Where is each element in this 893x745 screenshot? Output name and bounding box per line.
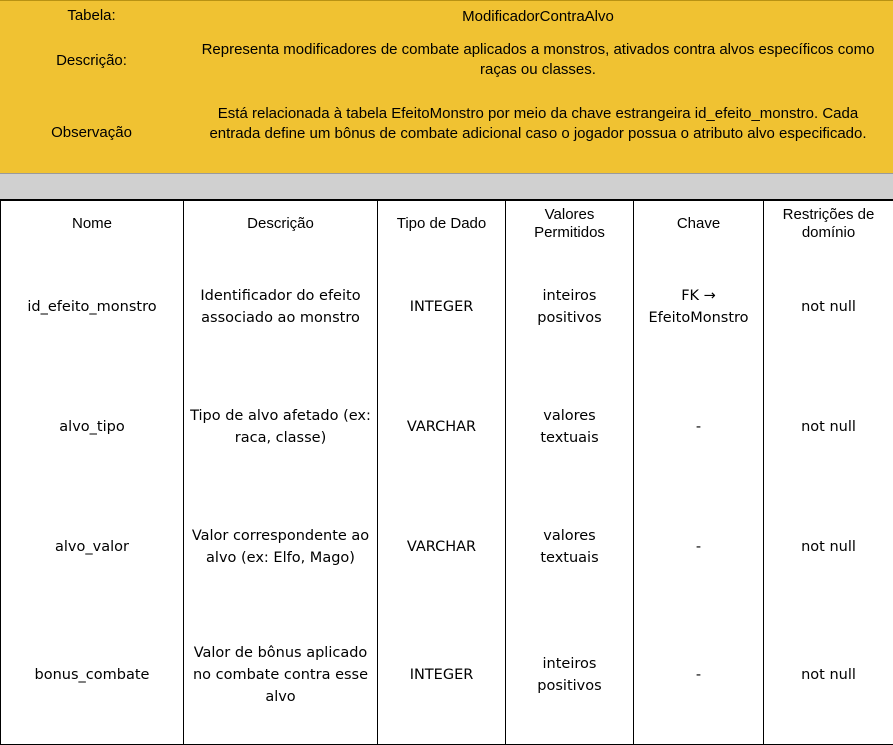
table-row (1, 246, 893, 367)
cell-chave: FK → EfeitoMonstro (634, 246, 764, 367)
cell-valores: inteiros positivos (506, 246, 634, 367)
table-header-row (1, 201, 893, 246)
cell-valores: valores textuais (506, 367, 634, 486)
descricao-value: Representa modificadores de combate aplicados a monstros, ativados contra alvos específicos como raças ou classes. (201, 41, 875, 78)
cell-tipo: INTEGER (378, 246, 506, 367)
descricao-row (0, 39, 893, 83)
cell-nome: alvo_tipo (1, 367, 184, 486)
column-header-chave: Chave (634, 201, 764, 246)
cell-descricao: Tipo de alvo afetado (ex: raca, classe) (184, 367, 378, 486)
cell-descricao: Valor correspondente ao alvo (ex: Elfo, Mago) (184, 486, 378, 607)
cell-descricao: Identificador do efeito associado ao monstro (184, 246, 378, 367)
separator-bar (0, 173, 893, 201)
cell-valores: inteiros positivos (506, 607, 634, 744)
cell-nome: alvo_valor (1, 486, 184, 607)
column-header-nome: Nome (1, 201, 184, 246)
cell-chave: - (634, 367, 764, 486)
cell-chave: - (634, 607, 764, 744)
column-header-valores-permitidos: Valores Permitidos (506, 201, 634, 246)
columns-table (0, 201, 893, 745)
tabela-label: Tabela: (67, 7, 116, 24)
observacao-row (0, 104, 893, 166)
cell-tipo: VARCHAR (378, 486, 506, 607)
tabela-row (0, 5, 893, 27)
cell-nome: bonus_combate (1, 607, 184, 744)
cell-valores: valores textuais (506, 486, 634, 607)
cell-restricoes: not null (764, 246, 893, 367)
table-row (1, 367, 893, 486)
tabela-value: ModificadorContraAlvo (462, 8, 614, 25)
column-header-tipo-de-dado: Tipo de Dado (378, 201, 506, 246)
cell-restricoes: not null (764, 486, 893, 607)
cell-nome: id_efeito_monstro (1, 246, 184, 367)
observacao-label: Observação (51, 124, 132, 141)
cell-restricoes: not null (764, 607, 893, 744)
table-metadata-header (0, 0, 893, 173)
cell-tipo: INTEGER (378, 607, 506, 744)
cell-restricoes: not null (764, 367, 893, 486)
observacao-value: Está relacionada à tabela EfeitoMonstro por meio da chave estrangeira id_efeito_monstro. Cada entrada define um bônus de combate adicional caso o jogador possua o atributo alvo especificado. (209, 105, 867, 142)
table-row (1, 607, 893, 744)
cell-chave: - (634, 486, 764, 607)
table-row (1, 486, 893, 607)
column-header-restricoes: Restrições de domínio (764, 201, 893, 246)
descricao-label: Descrição: (56, 52, 127, 69)
cell-tipo: VARCHAR (378, 367, 506, 486)
column-header-descricao: Descrição (184, 201, 378, 246)
cell-descricao: Valor de bônus aplicado no combate contra esse alvo (184, 607, 378, 744)
